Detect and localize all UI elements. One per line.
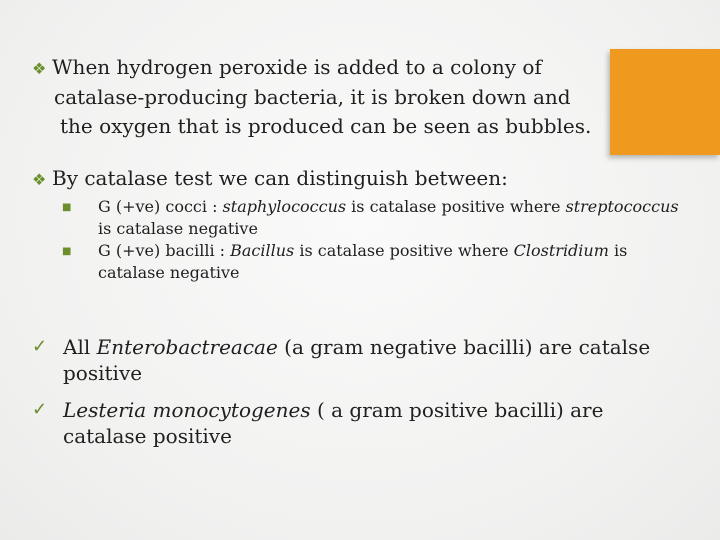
check-item-enterobacteriaceae: ✓ All Enterobactreacae (a gram negative bacilli) are catalse positive — [32, 335, 651, 385]
checkmark-icon: ✓ — [32, 399, 48, 420]
bullet2-text: By catalase test we can distinguish between: — [52, 166, 508, 190]
square-bullet-icon: ■ — [62, 202, 72, 213]
diamond-bullet-icon: ❖ — [32, 170, 47, 189]
bullet1-line1: When hydrogen peroxide is added to a colony of — [52, 55, 542, 79]
orange-accent-block — [610, 49, 720, 155]
sublist-item-bacilli: ■ G (+ve) bacilli : Bacillus is catalase positive where Clostridium is catalase negative — [62, 241, 628, 282]
check-item-listeria: ✓ Lesteria monocytogenes ( a gram positive bacilli) are catalase positive — [32, 398, 604, 448]
checkmark-icon: ✓ — [32, 336, 48, 357]
bullet1-line2: catalase-producing bacteria, it is broken down and — [54, 85, 571, 109]
checkmark-list — [32, 334, 692, 460]
catalase-sublist — [62, 196, 682, 284]
bullet1-line3: the oxygen that is produced can be seen as bubbles. — [60, 114, 592, 138]
bullet-catalase-test — [32, 164, 508, 194]
bullet-hydrogen-peroxide — [32, 53, 602, 141]
diamond-bullet-icon: ❖ — [32, 59, 47, 78]
square-bullet-icon: ■ — [62, 246, 72, 257]
sublist-item-cocci: ■ G (+ve) cocci : staphylococcus is catalase positive where streptococcus is catalase negative — [62, 197, 679, 238]
